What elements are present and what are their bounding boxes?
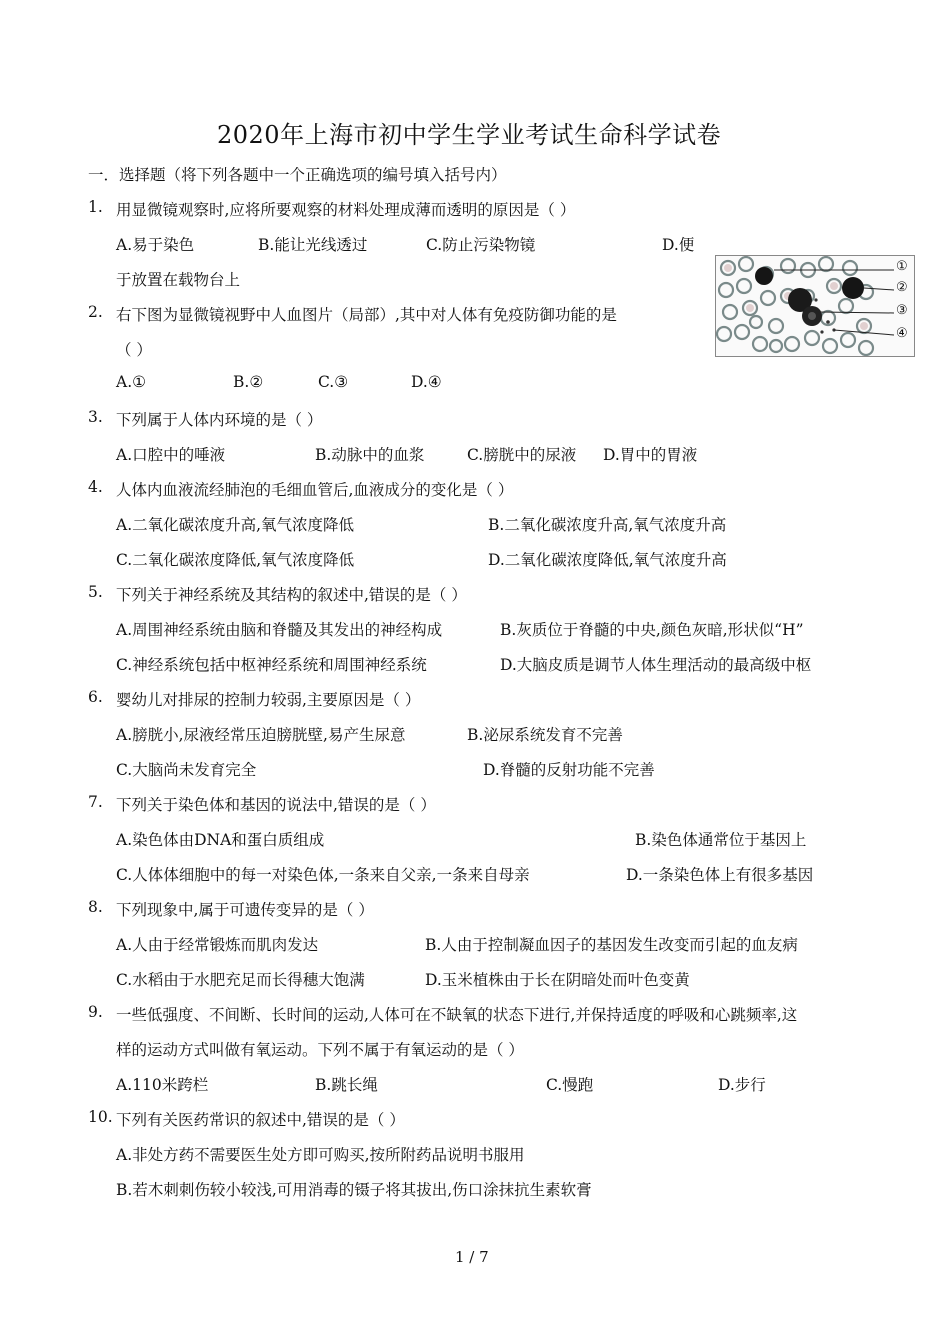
option-d: D.玉米植株由于长在阴暗处而叶色变黄 (425, 971, 690, 989)
option-c: C.人体体细胞中的每一对染色体,一条来自父亲,一条来自母亲 (116, 866, 530, 884)
question-stem: 右下图为显微镜视野中人血图片（局部）,其中对人体有免疫防御功能的是 (116, 306, 617, 324)
question-number: 8. (88, 898, 103, 916)
question-stem-continued: 样的运动方式叫做有氧运动。下列不属于有氧运动的是（ ） (116, 1041, 524, 1059)
option-d-continued: 于放置在载物台上 (116, 271, 241, 289)
question-stem: 一些低强度、不间断、长时间的运动,人体可在不缺氧的状态下进行,并保持适度的呼吸和心跳频率,这 (116, 1006, 798, 1024)
option-d: D.步行 (718, 1076, 766, 1094)
question-stem: 下列有关医药常识的叙述中,错误的是（ ） (116, 1111, 405, 1129)
option-a: A.膀胱小,尿液经常压迫膀胱壁,易产生尿意 (116, 726, 406, 744)
option-d: D.二氧化碳浓度降低,氧气浓度升高 (488, 551, 727, 569)
option-a: A.染色体由DNA和蛋白质组成 (116, 831, 325, 849)
question-number: 10. (88, 1108, 113, 1126)
option-a: A.人由于经常锻炼而肌肉发达 (116, 936, 319, 954)
option-b: B.能让光线透过 (258, 236, 368, 254)
option-a: A.非处方药不需要医生处方即可购买,按所附药品说明书服用 (116, 1146, 525, 1164)
option-b: B.动脉中的血浆 (315, 446, 425, 464)
option-d: D.脊髓的反射功能不完善 (483, 761, 655, 779)
option-c: C.神经系统包括中枢神经系统和周围神经系统 (116, 656, 427, 674)
option-b: B.染色体通常位于基因上 (635, 831, 807, 849)
option-b: B.② (233, 373, 264, 391)
option-a: A.二氧化碳浓度升高,氧气浓度降低 (116, 516, 355, 534)
question-stem: 人体内血液流经肺泡的毛细血管后,血液成分的变化是（ ） (116, 481, 514, 499)
question-number: 6. (88, 688, 103, 706)
option-b: B.二氧化碳浓度升高,氧气浓度升高 (488, 516, 727, 534)
option-d: D.便 (662, 236, 695, 254)
option-c: C.③ (318, 373, 349, 391)
question-number: 9. (88, 1003, 103, 1021)
question-number: 3. (88, 408, 103, 426)
question-stem: 下列属于人体内环境的是（ ） (116, 411, 323, 429)
question-number: 2. (88, 303, 103, 321)
option-c: C.慢跑 (546, 1076, 594, 1094)
option-c: C.防止污染物镜 (426, 236, 536, 254)
figure-label-2: ② (896, 280, 908, 295)
option-b: B.若木刺刺伤较小较浅,可用消毒的镊子将其拔出,伤口涂抹抗生素软膏 (116, 1181, 592, 1199)
option-c: C.二氧化碳浓度降低,氧气浓度降低 (116, 551, 355, 569)
question-number: 1. (88, 198, 103, 216)
option-b: B.人由于控制凝血因子的基因发生改变而引起的血友病 (425, 936, 798, 954)
option-a: A.周围神经系统由脑和脊髓及其发出的神经构成 (116, 621, 443, 639)
option-b: B.跳长绳 (315, 1076, 378, 1094)
question-stem: 下列关于神经系统及其结构的叙述中,错误的是（ ） (116, 586, 467, 604)
option-a: A.① (116, 373, 147, 391)
option-a: A.易于染色 (116, 236, 195, 254)
question-stem: 婴幼儿对排尿的控制力较弱,主要原因是（ ） (116, 691, 421, 709)
option-b: B.泌尿系统发育不完善 (467, 726, 623, 744)
option-c: C.膀胱中的尿液 (467, 446, 577, 464)
figure-label-1: ① (896, 259, 908, 274)
question-number: 4. (88, 478, 103, 496)
option-d: D.大脑皮质是调节人体生理活动的最高级中枢 (500, 656, 812, 674)
option-a: A.110米跨栏 (116, 1076, 209, 1094)
figure-label-3: ③ (896, 303, 908, 318)
question-stem: 下列关于染色体和基因的说法中,错误的是（ ） (116, 796, 436, 814)
blood-cells-image (716, 256, 914, 356)
option-c: C.大脑尚未发育完全 (116, 761, 257, 779)
option-d: D.④ (411, 373, 442, 391)
answer-bracket: （ ） (116, 341, 152, 359)
option-d: D.胃中的胃液 (603, 446, 698, 464)
blood-smear-figure (715, 255, 915, 357)
option-a: A.口腔中的唾液 (116, 446, 226, 464)
question-number: 5. (88, 583, 103, 601)
option-b: B.灰质位于脊髓的中央,颜色灰暗,形状似“H” (500, 621, 804, 639)
question-stem: 下列现象中,属于可遗传变异的是（ ） (116, 901, 374, 919)
page-title: 2020年上海市初中学生学业考试生命科学试卷 (217, 121, 722, 149)
option-d: D.一条染色体上有很多基因 (626, 866, 814, 884)
option-c: C.水稻由于水肥充足而长得穗大饱满 (116, 971, 365, 989)
section-heading: 一．选择题（将下列各题中一个正确选项的编号填入括号内） (88, 166, 507, 184)
question-stem: 用显微镜观察时,应将所要观察的材料处理成薄而透明的原因是（ ） (116, 201, 576, 219)
question-number: 7. (88, 793, 103, 811)
figure-label-4: ④ (896, 326, 908, 341)
page-number: 1 / 7 (455, 1248, 489, 1266)
